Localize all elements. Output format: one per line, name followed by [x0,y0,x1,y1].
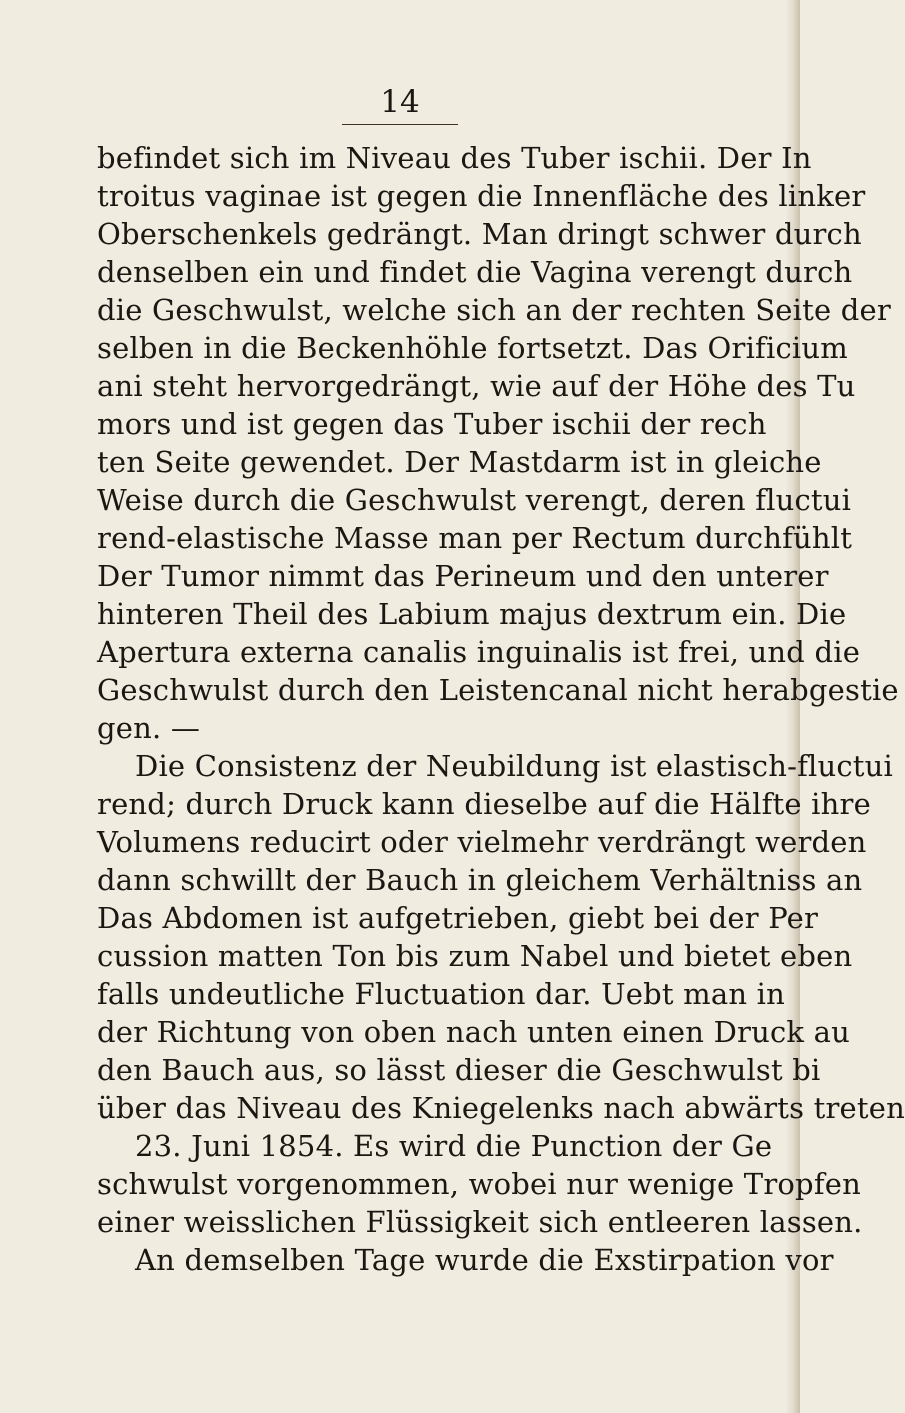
text-line: schwulst vorgenommen, wobei nur wenige Tropfen [97,1167,861,1201]
text-line: befindet sich im Niveau des Tuber ischii. Der In [97,141,812,175]
text-line: einer weisslichen Flüssigkeit sich entleeren lassen. [97,1205,863,1239]
text-line: cussion matten Ton bis zum Nabel und bietet eben [97,939,853,973]
text-line: Oberschenkels gedrängt. Man dringt schwer durch [97,217,862,251]
text-line: rend-elastische Masse man per Rectum durchfühlt [97,521,853,555]
text-line: denselben ein und findet die Vagina verengt durch [97,255,853,289]
text-line: den Bauch aus, so lässt dieser die Geschwulst bi [97,1053,821,1087]
text-line: hinteren Theil des Labium majus dextrum ein. Die [97,597,847,631]
text-line: dann schwillt der Bauch in gleichem Verhältniss an [97,863,863,897]
header-rule [342,124,458,125]
text-line: An demselben Tage wurde die Exstirpation vor [135,1243,834,1277]
text-line: ten Seite gewendet. Der Mastdarm ist in gleiche [97,445,822,479]
text-line: gen. — [97,711,201,745]
text-line: Apertura externa canalis inguinalis ist frei, und die [97,635,861,669]
page-number: 14 [380,84,420,120]
text-line: Geschwulst durch den Leistencanal nicht herabgestie [97,673,899,707]
text-line: Weise durch die Geschwulst verengt, deren fluctui [97,483,852,517]
text-line: troitus vaginae ist gegen die Innenfläche des linker [97,179,866,213]
text-line: selben in die Beckenhöhle fortsetzt. Das Orificium [97,331,848,365]
text-line: rend; durch Druck kann dieselbe auf die Hälfte ihre [97,787,871,821]
text-line: Der Tumor nimmt das Perineum und den unterer [97,559,829,593]
text-line: ani steht hervorgedrängt, wie auf der Höhe des Tu [97,369,856,403]
text-line: Die Consistenz der Neubildung ist elastisch-fluctui [135,749,893,783]
text-line: 23. Juni 1854. Es wird die Punction der Ge [135,1129,773,1163]
text-line: der Richtung von oben nach unten einen Druck au [97,1015,850,1049]
text-line: Das Abdomen ist aufgetrieben, giebt bei der Per [97,901,819,935]
text-line: falls undeutliche Fluctuation dar. Uebt man in [97,977,785,1011]
text-line: Volumens reducirt oder vielmehr verdrängt werden [97,825,867,859]
text-line: über das Niveau des Kniegelenks nach abwärts treten [97,1091,905,1125]
body-text [0,140,905,1413]
text-line: mors und ist gegen das Tuber ischii der rech [97,407,767,441]
text-line: die Geschwulst, welche sich an der rechten Seite der [97,293,891,327]
